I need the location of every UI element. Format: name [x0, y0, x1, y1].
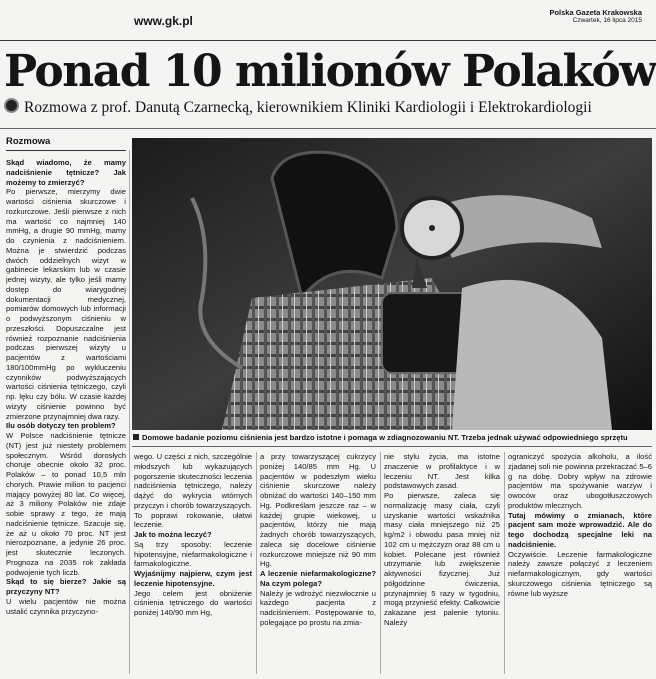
article-paragraph: U wielu pacjentów nie można ustalić czynnika przyczyno-: [6, 596, 126, 616]
site-url[interactable]: www.gk.pl: [134, 14, 193, 28]
caption-marker-icon: [133, 434, 139, 440]
paper-name: Polska Gazeta Krakowska: [549, 8, 642, 17]
bullet-icon: [4, 98, 19, 113]
article-question: Skąd wiadomo, że mamy nadciśnienie tętnicze? Jak możemy to zmierzyć?: [6, 158, 126, 187]
column-divider: [380, 452, 381, 674]
article-paragraph: a przy towarzyszącej cukrzycy poniżej 140/85 mm Hg. U pacjentów w podeszłym wieku ciśnienie skurczowe należy obniżać do wartości 140–150 mm Hg. Podkreślam jeszcze raz – w każdej grupie wiekowej, u pacjentów, którzy nie mają żadnych chorób towarzyszących, zaleca się docelowe ciśnienie rozkurczowe mniejsze niż 90 mm Hg.: [260, 452, 376, 569]
header-divider: [0, 40, 656, 41]
photo-caption: Domowe badanie poziomu ciśnienia jest bardzo istotne i pomaga w zdiagnozowaniu NT. Trzeba jednak używać odpowiedniego sprzętu: [142, 433, 628, 442]
column-divider: [504, 452, 505, 674]
article-column-5: [508, 452, 652, 674]
article-question: Jak to można leczyć?: [134, 530, 212, 539]
article-column-4: [384, 452, 500, 674]
article-paragraph: nie stylu życia, ma istotne znaczenie w profilaktyce i w leczeniu NT. Jest kilka podstawowych zasad.: [384, 452, 500, 491]
article-paragraph: Są trzy sposoby: leczenie hipotensyjne, niefarmakologiczne i farmakologiczne.: [134, 539, 252, 569]
article-paragraph: Po pierwsze, zaleca się normalizację masy ciała, czyli uzyskanie wartości wskaźnika masy ciała mniejszego niż 25 kg/m2 i obwodu pasa mniej niż 102 cm u mężczyzn oraz 88 cm u kobiet. Polecane jest również utrzymanie lub zwiększenie aktywności fizycznej. Już półgodzinne ćwiczenia, przynajmniej 5 razy w tygodniu, mogą przynieść efekty. Całkowicie zakazane jest palenie tytoniu. Należy: [384, 491, 500, 627]
section-divider: [6, 150, 126, 151]
article-paragraph: Jego celem jest obniżenie ciśnienia tętniczego do wartości poniżej 140/90 mm Hg,: [134, 588, 252, 617]
article-paragraph: W Polsce nadciśnienie tętnicze (NT) jest już niestety problemem społecznym. Wśród dorosłych choruje obecnie około 32 proc. Polaków – to ponad 10,5 mln chorych. Prawie milion to pacjenci mający powyżej 80 lat. Co więcej, aż 3 miliony Polaków nie zdaje sobie sprawy z tego, że mają nadciśnienie tętnicze. Szacuje się, że aż u około 70 proc. NT jest nierozpoznane, a jedynie 26 proc. jest skutecznie leczonych. Prognoza na 2035 rok zakłada podwojenie tych liczb.: [6, 431, 126, 577]
article-question: Skąd to się bierze? Jakie są przyczyny NT?: [6, 577, 126, 596]
subheadline-divider: [0, 128, 656, 129]
caption-divider: [132, 446, 652, 447]
article-column-1: [6, 158, 126, 674]
column-divider: [129, 150, 130, 674]
article-paragraph: wego. U części z nich, szczególnie młodszych lub wykazujących pogorszenie skuteczności leczenia nadciśnienia tętniczego, należy dążyć do wykrycia wtórnych przyczyn i chorób towarzyszących. To poprawi rokowanie, ułatwi leczenie.: [134, 452, 252, 530]
photo-caption-row: [133, 433, 653, 442]
issue-date: Czwartek, 16 lipca 2015: [572, 17, 642, 24]
article-paragraph: Oczywiście. Leczenie farmakologiczne należy zawsze połączyć z leczeniem niefarmakologicznym, gdy wartości skurczowego ciśnienia tętniczego są równe lub wyższe: [508, 549, 652, 598]
masthead: [549, 8, 642, 24]
subheadline: Rozmowa z prof. Danutą Czarnecką, kierownikiem Kliniki Kardiologii i Elektrokardiologii: [24, 99, 592, 116]
article-question: Wyjaśnijmy najpierw, czym jest leczenie hipotensyjne.: [134, 569, 252, 588]
article-column-2: [134, 452, 252, 674]
article-paragraph: Po pierwsze, mierzymy dwie wartości ciśnienia skurczowe i rozkurczowe. Jeśli pierwsze z nich ma wartość co najmniej 140 mmHg, a drugie 90 mmHg, mamy do czynienia z nadciśnieniem. Można je stwierdzić podczas dwóch oddzielnych wizyt w gabinecie lekarskim lub w czasie jednej wizyty, ale tylko jeśli mamy dostęp do wiarygodnej dokumentacji medycznej, pomiarów domowych lub informacji o podwyższonym ciśnieniu w przeszłości. Dopuszczalne jest również rozpoznanie nadciśnienia podczas pierwszej wizyty u pacjentów z wartościami 180/100mmHg po wykluczeniu czynników podwyższających wartości ciśnienia tętniczego, czyli np. lęku czy bólu. W czasie każdej wizyty ciśnienie powinno być zmierzone przynajmniej dwa razy.: [6, 187, 126, 421]
article-paragraph: ograniczyć spożycia alkoholu, a ilość zjadanej soli nie powinna przekraczać 5–6 g na dobę. Dobry wpływ na zdrowie pacjentów ma spożywanie warzyw i owoców oraz ubogotłuszczowych produktów mlecznych.: [508, 452, 652, 510]
article-question: Ilu osób dotyczy ten problem?: [6, 421, 116, 431]
page-header: [0, 0, 656, 40]
photo-illustration: [132, 138, 652, 430]
article-question: Tutaj mówimy o zmianach, które pacjent sam może wprowadzić. Ale do tego dochodzą specjalne leki na nadciśnienie.: [508, 510, 652, 549]
headline: Ponad 10 milionów Polaków: [4, 46, 656, 97]
section-label: Rozmowa: [6, 136, 51, 147]
article-photo: [132, 138, 652, 430]
article-column-3: [260, 452, 376, 674]
subheadline-row: [4, 98, 654, 117]
article-question: A leczenie niefarmakologiczne? Na czym polega?: [260, 569, 376, 588]
column-divider: [256, 452, 257, 674]
article-paragraph: Należy je wdrożyć niezwłocznie u każdego pacjenta z nadciśnieniem. Postępowanie to, polegające po prostu na zmia-: [260, 588, 376, 627]
